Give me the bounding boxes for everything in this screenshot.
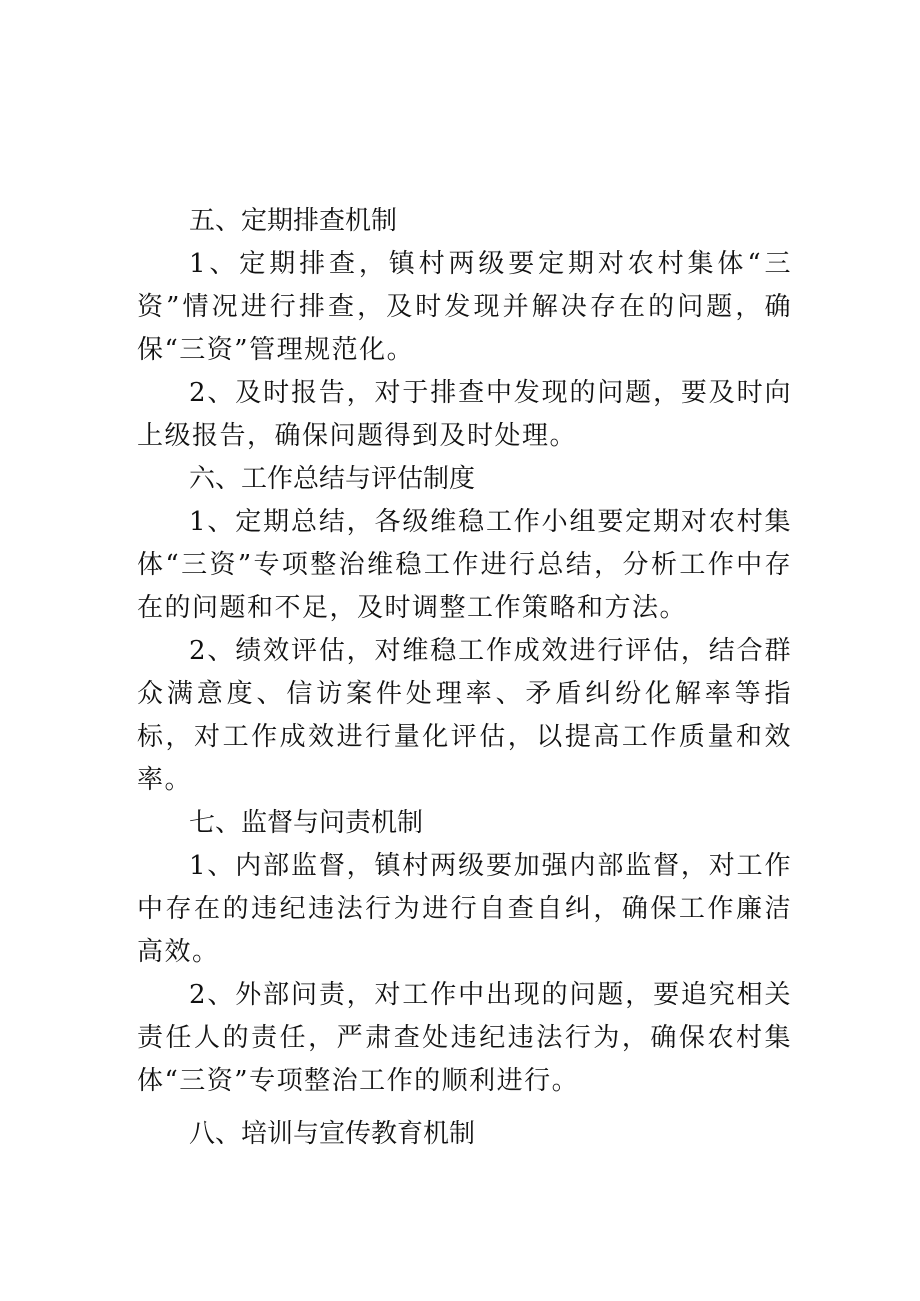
section-heading: 六、工作总结与评估制度 xyxy=(189,464,476,494)
paragraph: 2、及时报告，对于排查中发现的问题，要及时向上级报告，确保问题得到及时处理。 xyxy=(137,378,792,451)
paragraph: 1、定期排查，镇村两级要定期对农村集体“三资”情况进行排查，及时发现并解决存在的问题，确保“三资”管理规范化。 xyxy=(137,249,792,365)
paragraph: 1、定期总结，各级维稳工作小组要定期对农村集体“三资”专项整治维稳工作进行总结，分析工作中存在的问题和不足，及时调整工作策略和方法。 xyxy=(137,507,792,623)
section-heading: 七、监督与问责机制 xyxy=(189,808,424,838)
document-body xyxy=(137,200,792,1156)
section-heading: 五、定期排查机制 xyxy=(189,206,398,236)
paragraph: 2、绩效评估，对维稳工作成效进行评估，结合群众满意度、信访案件处理率、矛盾纠纷化解率等指标，对工作成效进行量化评估，以提高工作质量和效率。 xyxy=(137,636,792,795)
paragraph: 1、内部监督，镇村两级要加强内部监督，对工作中存在的违纪违法行为进行自查自纠，确保工作廉洁高效。 xyxy=(137,851,792,967)
section-heading: 八、培训与宣传教育机制 xyxy=(189,1119,476,1149)
paragraph: 2、外部问责，对工作中出现的问题，要追究相关责任人的责任，严肃查处违纪违法行为，确保农村集体“三资”专项整治工作的顺利进行。 xyxy=(137,980,792,1096)
